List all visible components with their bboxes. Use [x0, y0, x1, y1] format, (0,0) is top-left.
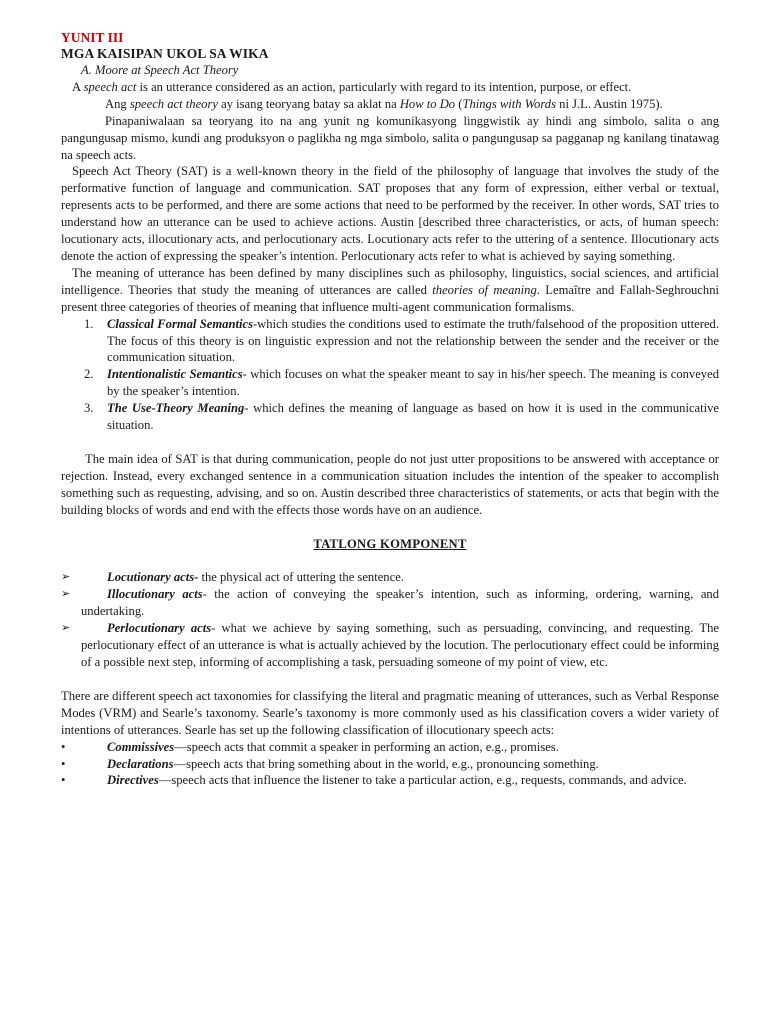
bullet-dot-icon: • — [61, 756, 66, 771]
list-item: ➢ Illocutionary acts- the action of conveying the speaker’s intention, such as informing, ordering, warning, and undertaking. — [61, 587, 719, 619]
chapter-title: MGA KAISIPAN UKOL SA WIKA — [61, 46, 269, 61]
paragraph-speech-act-definition: A speech act is an utterance considered as an action, particularly with regard to its intention, purpose, or effect. — [72, 79, 632, 94]
unit-label: YUNIT III — [61, 30, 124, 45]
term-speech-act: speech act — [83, 79, 137, 94]
list-item: 1. Classical Formal Semantics-which studies the conditions used to estimate the truth/falsehood of the proposition uttered. The focus of this theory is on linguistic expression and not the relationship between the sender and the receiver or the communication situation. — [84, 316, 719, 365]
list-item: • Commissives—speech acts that commit a speaker in performing an action, e.g., promises. — [61, 739, 559, 754]
bullet-dot-icon: • — [61, 773, 66, 788]
arrow-bullet-icon: ➢ — [61, 570, 71, 584]
spacer — [61, 434, 719, 451]
spacer — [61, 671, 719, 688]
paragraph-pinapaniwalaan: Pinapaniwalaan sa teoryang ito na ang yunit ng komunikasyong linggwistik ay hindi ang simbolo, salita o ang pangungusap mismo, kundi ang produksyon o paglikha ng mga simbolo, salita o pangungusap sa pagganap ng kanilang tinatawag na speech acts. — [61, 113, 719, 162]
paragraph-main-idea: The main idea of SAT is that during communication, people do not just utter propositions to be answered with acceptance or rejection. Instead, every exchanged sentence in a communication situation includes the intention of the speaker to accomplish something such as requesting, advising, and so on. Austin described three characteristics of statements, or acts that begin with the building blocks of words and end with the effects those words have on an audience. — [61, 451, 719, 517]
paragraph-speech-act-theory: Ang speech act theory ay isang teoryang batay sa aklat na How to Do (Things with Words ni J.L. Austin 1975). — [105, 96, 663, 111]
list-item: • Declarations—speech acts that bring something about in the world, e.g., pronouncing something. — [61, 756, 599, 771]
semantics-list — [61, 316, 719, 434]
arrow-bullet-icon: ➢ — [61, 587, 71, 601]
paragraph-taxonomies: There are different speech act taxonomies for classifying the literal and pragmatic meaning of utterances, such as Verbal Response Modes (VRM) and Searle’s taxonomy. Searle’s taxonomy is more commonly used as his classification covers a wider variety of intentions of utterances. Searle has set up the following classification of illocutionary speech acts: — [61, 688, 719, 737]
arrow-bullet-icon: ➢ — [61, 621, 71, 635]
list-item: ➢ Locutionary acts- the physical act of uttering the sentence. — [61, 570, 404, 585]
components-list — [61, 569, 719, 670]
bullet-dot-icon: • — [61, 739, 66, 754]
document-page — [61, 30, 719, 789]
paragraph-sat-overview: Speech Act Theory (SAT) is a well-known theory in the field of the philosophy of language that involves the study of the performative function of language and communication. SAT proposes that any form of expression, either verbal or textual, represents acts to be performed, and there are some actions that need to be performed by the receiver. In other words, SAT tries to understand how an utterance can be used to achieve actions. Austin [described three characteristics, or acts, of human speech: locutionary acts, illocutionary acts, and perlocutionary acts. Locutionary acts refer to the uttering of a sentence. Illocutionary acts denote the action of expressing the speaker’s intention. Perlocutionary acts refer to what is achieved by saying something. — [61, 164, 719, 263]
list-item: 2. Intentionalistic Semantics- which focuses on what the speaker meant to say in his/her speech. The meaning is conveyed by the speaker’s intention. — [84, 367, 719, 399]
paragraph-meaning-of-utterance: The meaning of utterance has been defined by many disciplines such as philosophy, linguistics, social sciences, and artificial intelligence. Theories that study the meaning of utterances are called theories of meaning. Lemaître and Fallah-Seghrouchni present three categories of theories of meaning that influence multi-agent communication formalisms. — [61, 265, 719, 314]
list-item: 3. The Use-Theory Meaning- which defines the meaning of language as based on how it is used in the communicative situation. — [84, 401, 720, 433]
components-title: TATLONG KOMPONENT — [313, 536, 467, 551]
section-subtitle: A. Moore at Speech Act Theory — [81, 63, 239, 77]
list-item: ➢ Perlocutionary acts- what we achieve by saying something, such as persuading, convincing, and requesting. The perlocutionary effect of an utterance is what is actually achieved by the locution. The perlocutionary effect could be informing of a possible next step, informing of accomplishing a task, persuading someone of my point of view, etc. — [61, 621, 719, 669]
list-item: • Directives—speech acts that influence the listener to take a particular action, e.g., requests, commands, and advice. — [61, 773, 687, 788]
taxonomy-list — [61, 739, 719, 790]
